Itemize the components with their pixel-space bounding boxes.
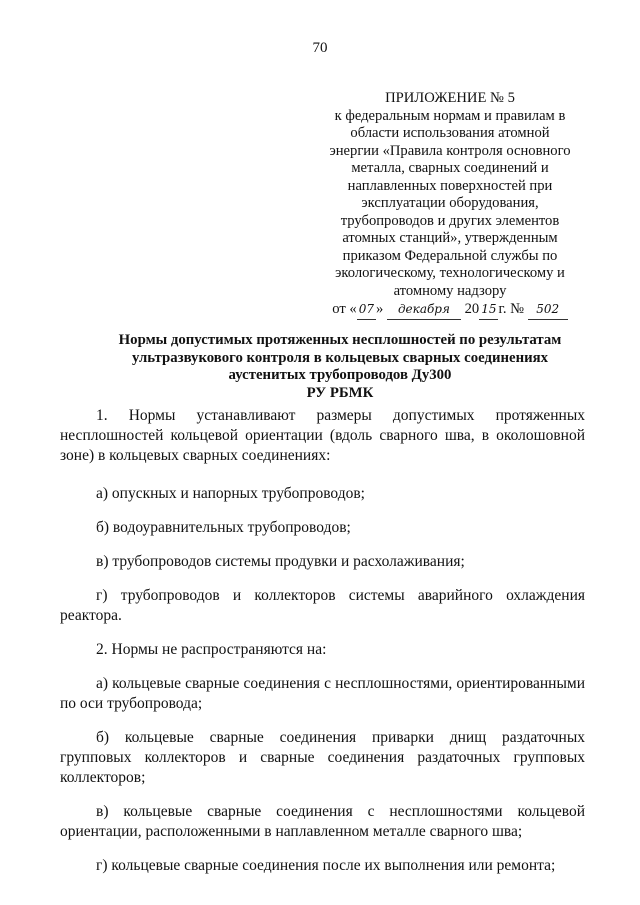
appendix-line: эксплуатации оборудования,	[361, 195, 539, 211]
appendix-line: атомному надзору	[393, 282, 507, 299]
date-suffix: г. №	[498, 301, 525, 317]
item-2g: г) кольцевые сварные соединения после их выполнения или ремонта;	[96, 857, 556, 874]
body-paragraphs	[60, 406, 585, 876]
paragraph-2: 2. Нормы не распространяются на:	[96, 641, 327, 658]
appendix-line: экологическому, технологическому и	[335, 265, 565, 281]
item-2v: в) кольцевые сварные соединения с несплошностями кольцевой ориентации, расположенными в наплавленном металле сварного шва;	[60, 803, 585, 840]
appendix-line: трубопроводов и других элементов	[340, 212, 560, 229]
appendix-line: наплавленных поверхностей при	[347, 177, 553, 194]
item-1v: в) трубопроводов системы продувки и расхолаживания;	[96, 553, 465, 570]
handwritten-day: 07	[357, 301, 376, 320]
appendix-line: области использования атомной	[350, 125, 550, 141]
heading-line: Нормы допустимых протяженных несплошностей по результатам	[118, 332, 562, 348]
heading-line: РУ РБМК	[306, 384, 374, 401]
date-prefix: от «	[332, 301, 357, 317]
appendix-line: к федеральным нормам и правилам в	[334, 107, 566, 124]
handwritten-order-number: 502	[528, 301, 568, 320]
handwritten-month: декабря	[387, 301, 461, 320]
appendix-line: атомных станций», утвержденным	[342, 230, 558, 246]
item-1b: б) водоуравнительных трубопроводов;	[96, 519, 351, 536]
document-heading	[60, 332, 620, 402]
date-mid: »	[376, 301, 384, 317]
year-prefix: 20	[464, 301, 480, 317]
item-1g: г) трубопроводов и коллекторов системы аварийного охлаждения реактора.	[60, 587, 585, 624]
order-date-line	[300, 301, 600, 320]
page-number: 70	[312, 40, 328, 56]
appendix-line: приказом Федеральной службы по	[342, 247, 558, 264]
item-2a: а) кольцевые сварные соединения с несплошностями, ориентированными по оси трубопровода;	[60, 675, 585, 712]
handwritten-year: 15	[479, 301, 498, 320]
heading-line: ультразвукового контроля в кольцевых сварных соединениях	[131, 349, 549, 366]
heading-line: аустенитых трубопроводов Ду300	[228, 367, 452, 383]
item-2b: б) кольцевые сварные соединения приварки днищ раздаточных групповых коллекторов и сварные соединения раздаточных групповых коллекторов;	[60, 729, 585, 786]
paragraph-1: 1. Нормы устанавливают размеры допустимых протяженных несплошностей кольцевой ориентации (вдоль сварного шва, в околошовной зоне) в кольцевых сварных соединениях:	[60, 407, 585, 464]
item-1a: а) опускных и напорных трубопроводов;	[96, 485, 365, 502]
appendix-line: энергии «Правила контроля основного	[329, 142, 571, 159]
appendix-title: ПРИЛОЖЕНИЕ № 5	[385, 90, 515, 106]
appendix-header	[300, 90, 600, 320]
appendix-line: металла, сварных соединений и	[351, 160, 549, 176]
